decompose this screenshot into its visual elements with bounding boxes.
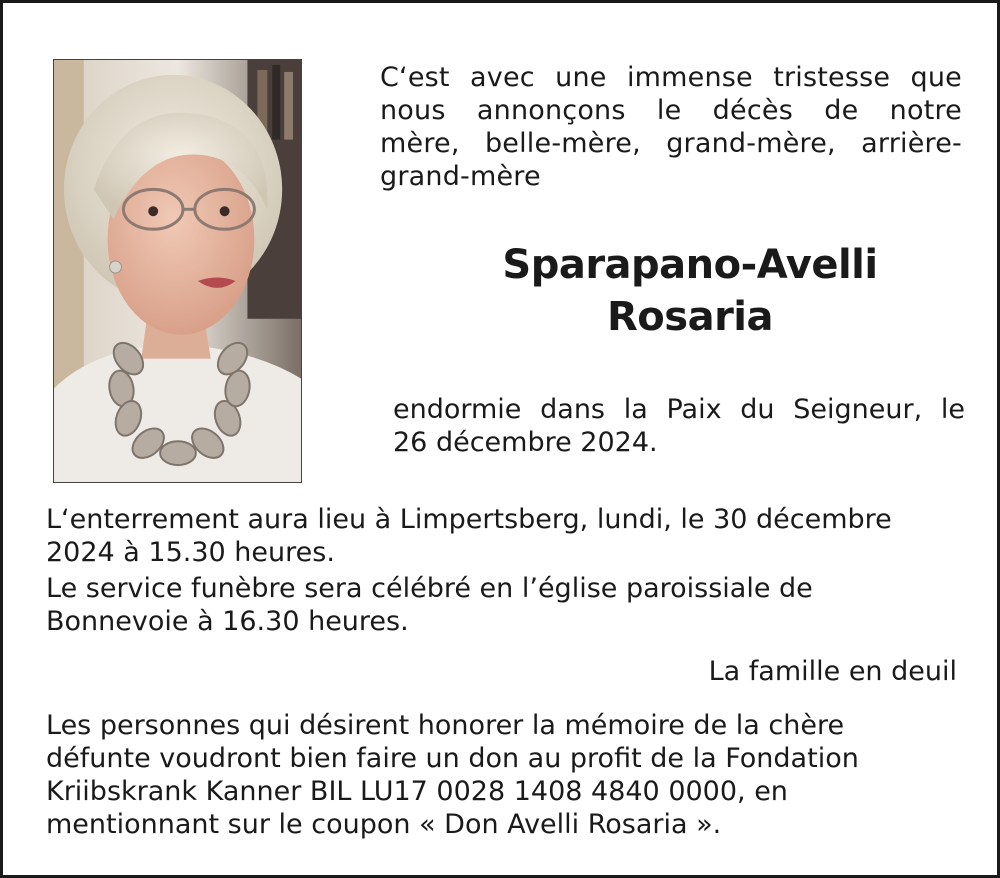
service-line: Le service funèbre sera célébré en l’église paroissiale de xyxy=(46,573,813,604)
intro-line: C‘est avec une immense tristesse que xyxy=(380,62,962,93)
donation-line: Les personnes qui désirent honorer la mémoire de la chère xyxy=(46,710,845,741)
death-statement-line: 26 décembre 2024. xyxy=(393,427,658,458)
intro-line: mère, belle-mère, grand-mère, arrière- xyxy=(380,128,962,159)
deceased-first-name: Rosaria xyxy=(606,294,773,340)
portrait-illustration xyxy=(54,60,301,482)
deceased-name xyxy=(380,239,1000,343)
donation-line: mentionnant sur le coupon « Don Avelli Rosaria ». xyxy=(46,809,722,840)
service-line: Bonnevoie à 16.30 heures. xyxy=(46,606,409,637)
funeral-service-info xyxy=(46,572,966,638)
family-signature: La famille en deuil xyxy=(708,656,957,687)
donation-line: Kriibskrank Kanner BIL LU17 0028 1408 4840 0000, en xyxy=(46,776,788,807)
intro-line: nous annonçons le décès de notre xyxy=(380,95,962,126)
deceased-surname: Sparapano-Avelli xyxy=(502,242,878,288)
portrait-photo xyxy=(53,59,302,483)
burial-line: L‘enterrement aura lieu à Limpertsberg, lundi, le 30 décembre xyxy=(46,504,892,535)
intro-text xyxy=(380,61,962,193)
donation-request xyxy=(46,709,946,841)
death-statement xyxy=(393,393,965,459)
burial-info xyxy=(46,503,966,569)
donation-line: défunte voudront bien faire un don au profit de la Fondation xyxy=(46,743,859,774)
intro-line: grand-mère xyxy=(380,161,541,192)
death-statement-line: endormie dans la Paix du Seigneur, le xyxy=(393,394,965,425)
burial-line: 2024 à 15.30 heures. xyxy=(46,537,335,568)
